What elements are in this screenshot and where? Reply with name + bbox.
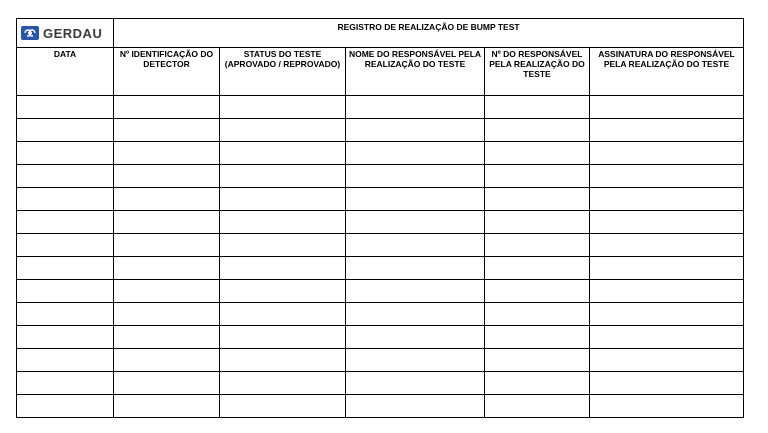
cell-responsible-name[interactable] bbox=[346, 303, 485, 326]
cell-responsible-number[interactable] bbox=[485, 257, 590, 280]
cell-responsible-number[interactable] bbox=[485, 119, 590, 142]
cell-signature[interactable] bbox=[590, 142, 744, 165]
table-row bbox=[17, 96, 744, 119]
cell-detector-id[interactable] bbox=[114, 188, 220, 211]
cell-detector-id[interactable] bbox=[114, 211, 220, 234]
cell-signature[interactable] bbox=[590, 349, 744, 372]
cell-responsible-name[interactable] bbox=[346, 395, 485, 418]
cell-responsible-number[interactable] bbox=[485, 395, 590, 418]
cell-responsible-name[interactable] bbox=[346, 211, 485, 234]
cell-test-status[interactable] bbox=[220, 326, 346, 349]
cell-test-status[interactable] bbox=[220, 234, 346, 257]
cell-responsible-name[interactable] bbox=[346, 349, 485, 372]
cell-signature[interactable] bbox=[590, 257, 744, 280]
bump-test-form bbox=[16, 18, 743, 418]
cell-test-status[interactable] bbox=[220, 211, 346, 234]
cell-responsible-name[interactable] bbox=[346, 119, 485, 142]
cell-detector-id[interactable] bbox=[114, 119, 220, 142]
cell-responsible-name[interactable] bbox=[346, 165, 485, 188]
cell-responsible-number[interactable] bbox=[485, 96, 590, 119]
cell-responsible-number[interactable] bbox=[485, 234, 590, 257]
gerdau-logo-icon bbox=[21, 26, 39, 40]
cell-data[interactable] bbox=[17, 165, 114, 188]
cell-data[interactable] bbox=[17, 395, 114, 418]
column-header-row bbox=[17, 48, 744, 96]
cell-responsible-number[interactable] bbox=[485, 372, 590, 395]
cell-signature[interactable] bbox=[590, 303, 744, 326]
table-row bbox=[17, 211, 744, 234]
column-header-responsible-name: NOME DO RESPONSÁVEL PELA REALIZAÇÃO DO TESTE bbox=[346, 48, 485, 96]
cell-data[interactable] bbox=[17, 349, 114, 372]
cell-responsible-name[interactable] bbox=[346, 326, 485, 349]
cell-test-status[interactable] bbox=[220, 257, 346, 280]
cell-responsible-number[interactable] bbox=[485, 142, 590, 165]
cell-test-status[interactable] bbox=[220, 372, 346, 395]
column-header-detector-id: Nº IDENTIFICAÇÃO DO DETECTOR bbox=[114, 48, 220, 96]
cell-responsible-name[interactable] bbox=[346, 188, 485, 211]
column-header-test-status: STATUS DO TESTE (APROVADO / REPROVADO) bbox=[220, 48, 346, 96]
cell-signature[interactable] bbox=[590, 326, 744, 349]
cell-signature[interactable] bbox=[590, 372, 744, 395]
table-row bbox=[17, 188, 744, 211]
cell-responsible-name[interactable] bbox=[346, 280, 485, 303]
table-body bbox=[17, 96, 744, 418]
brand-name: GERDAU bbox=[43, 25, 103, 41]
cell-test-status[interactable] bbox=[220, 188, 346, 211]
cell-test-status[interactable] bbox=[220, 165, 346, 188]
cell-detector-id[interactable] bbox=[114, 257, 220, 280]
cell-responsible-name[interactable] bbox=[346, 372, 485, 395]
cell-data[interactable] bbox=[17, 372, 114, 395]
cell-detector-id[interactable] bbox=[114, 395, 220, 418]
table-row bbox=[17, 280, 744, 303]
table-row bbox=[17, 257, 744, 280]
cell-test-status[interactable] bbox=[220, 96, 346, 119]
cell-responsible-name[interactable] bbox=[346, 96, 485, 119]
cell-data[interactable] bbox=[17, 142, 114, 165]
cell-signature[interactable] bbox=[590, 165, 744, 188]
cell-data[interactable] bbox=[17, 303, 114, 326]
cell-responsible-number[interactable] bbox=[485, 165, 590, 188]
cell-responsible-name[interactable] bbox=[346, 257, 485, 280]
cell-detector-id[interactable] bbox=[114, 142, 220, 165]
cell-detector-id[interactable] bbox=[114, 96, 220, 119]
cell-data[interactable] bbox=[17, 119, 114, 142]
cell-data[interactable] bbox=[17, 211, 114, 234]
cell-detector-id[interactable] bbox=[114, 349, 220, 372]
cell-signature[interactable] bbox=[590, 188, 744, 211]
gerdau-logo bbox=[21, 26, 113, 41]
cell-responsible-number[interactable] bbox=[485, 211, 590, 234]
cell-data[interactable] bbox=[17, 326, 114, 349]
cell-signature[interactable] bbox=[590, 96, 744, 119]
cell-data[interactable] bbox=[17, 96, 114, 119]
cell-detector-id[interactable] bbox=[114, 326, 220, 349]
cell-detector-id[interactable] bbox=[114, 303, 220, 326]
cell-signature[interactable] bbox=[590, 395, 744, 418]
cell-data[interactable] bbox=[17, 257, 114, 280]
cell-data[interactable] bbox=[17, 234, 114, 257]
cell-test-status[interactable] bbox=[220, 142, 346, 165]
cell-detector-id[interactable] bbox=[114, 234, 220, 257]
cell-responsible-number[interactable] bbox=[485, 303, 590, 326]
table-row bbox=[17, 142, 744, 165]
cell-responsible-number[interactable] bbox=[485, 188, 590, 211]
column-header-data: DATA bbox=[17, 48, 114, 96]
table-row bbox=[17, 326, 744, 349]
table-row bbox=[17, 395, 744, 418]
cell-responsible-number[interactable] bbox=[485, 349, 590, 372]
cell-test-status[interactable] bbox=[220, 395, 346, 418]
table-row bbox=[17, 303, 744, 326]
column-header-signature: ASSINATURA DO RESPONSÁVEL PELA REALIZAÇÃO DO TESTE bbox=[590, 48, 744, 96]
cell-detector-id[interactable] bbox=[114, 280, 220, 303]
cell-test-status[interactable] bbox=[220, 119, 346, 142]
cell-signature[interactable] bbox=[590, 234, 744, 257]
cell-signature[interactable] bbox=[590, 119, 744, 142]
form-title: REGISTRO DE REALIZAÇÃO DE BUMP TEST bbox=[114, 19, 744, 48]
cell-detector-id[interactable] bbox=[114, 372, 220, 395]
cell-responsible-number[interactable] bbox=[485, 326, 590, 349]
cell-data[interactable] bbox=[17, 280, 114, 303]
table-row bbox=[17, 165, 744, 188]
cell-test-status[interactable] bbox=[220, 349, 346, 372]
cell-test-status[interactable] bbox=[220, 280, 346, 303]
table-row bbox=[17, 349, 744, 372]
table-row bbox=[17, 119, 744, 142]
table-row bbox=[17, 372, 744, 395]
cell-detector-id[interactable] bbox=[114, 165, 220, 188]
column-header-responsible-number: Nº DO RESPONSÁVEL PELA REALIZAÇÃO DO TESTE bbox=[485, 48, 590, 96]
cell-signature[interactable] bbox=[590, 280, 744, 303]
table-row bbox=[17, 234, 744, 257]
cell-test-status[interactable] bbox=[220, 303, 346, 326]
cell-data[interactable] bbox=[17, 188, 114, 211]
logo-cell bbox=[17, 19, 114, 48]
cell-signature[interactable] bbox=[590, 211, 744, 234]
cell-responsible-name[interactable] bbox=[346, 234, 485, 257]
bump-test-table bbox=[16, 18, 744, 418]
cell-responsible-number[interactable] bbox=[485, 280, 590, 303]
cell-responsible-name[interactable] bbox=[346, 142, 485, 165]
